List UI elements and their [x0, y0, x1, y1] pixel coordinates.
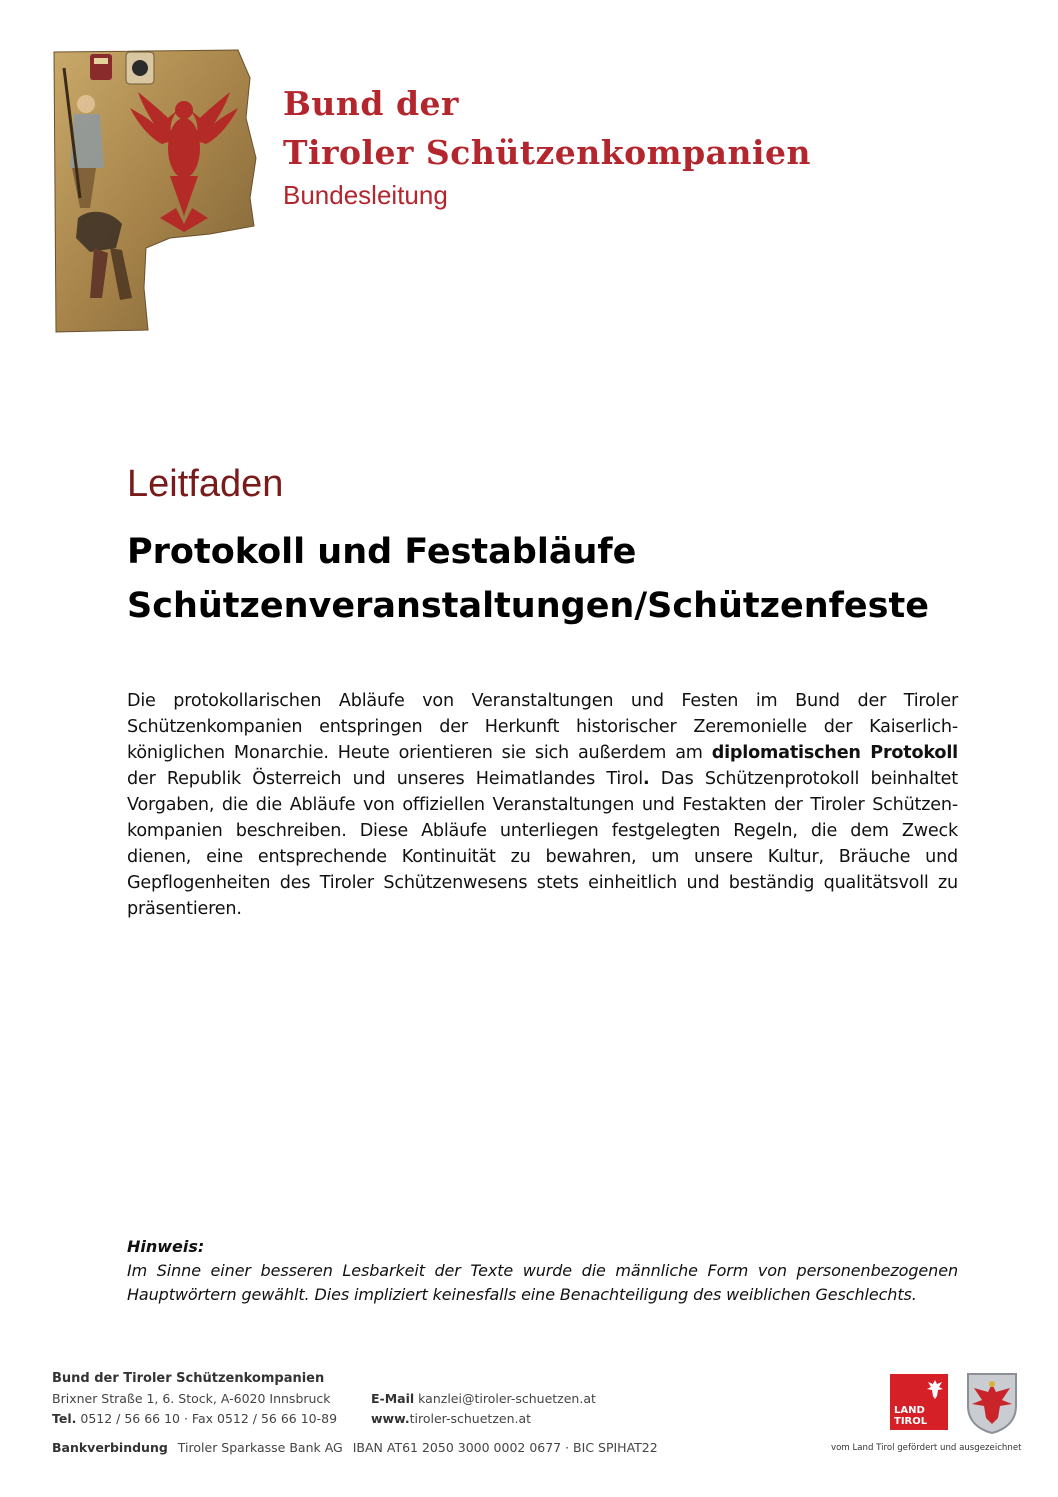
land-logo-line2: TIROL: [894, 1416, 928, 1427]
org-name-line2: Tiroler Schützenkompanien: [283, 133, 812, 172]
intro-text-1: Die protokollarischen Abläufe von Veranstaltungen und Festen im Bund der Tiroler Schützenkompanien entspringen der Herkunft historischer Zeremonielle der Kaiserlich-königlichen Monarchie. Heute orientieren sie sich außerdem am: [127, 691, 958, 763]
intro-bold-period: .: [642, 769, 650, 789]
intro-paragraph: [127, 688, 958, 922]
footer-web-value: tiroler-schuetzen.at: [409, 1411, 532, 1426]
footer-website[interactable]: [371, 1411, 531, 1426]
footer-email-label: E-Mail: [371, 1391, 415, 1406]
footer-org-name: Bund der Tiroler Schützenkompanien: [52, 1371, 325, 1386]
footer-address: Brixner Straße 1, 6. Stock, A-6020 Innsbruck: [52, 1391, 331, 1406]
document-kicker: Leitfaden: [127, 463, 284, 505]
intro-bold-text: diplomatischen Protokoll: [711, 743, 958, 763]
intro-text-3: Das Schützenprotokoll beinhaltet Vorgaben, die die Abläufe von offiziellen Veranstaltungen und Festakten der Tiroler Schützen-kompanien beschreiben. Diese Abläufe unterliegen festgelegten Regeln, die dem Zweck dienen, eine entsprechende Kontinuität zu bewahren, um unsere Kultur, Bräuche und Gepflogenheiten des Tiroler Schützenwesens stets einheitlich und beständig qualitätsvoll zu präsentieren.: [127, 769, 958, 919]
footer-tel-value: 0512 / 56 66 10 · Fax 0512 / 56 66 10-89: [80, 1411, 338, 1426]
footer-phone: [52, 1411, 337, 1426]
tirol-crest-icon: [966, 1372, 1018, 1434]
org-name-line1: Bund der: [283, 84, 459, 123]
org-subtitle: Bundesleitung: [283, 180, 448, 210]
historic-banner-image: [50, 48, 260, 334]
document-title-line2: Schützenveranstaltungen/Schützenfeste: [127, 586, 929, 626]
footer-bank: [52, 1440, 658, 1455]
note-text: Im Sinne einer besseren Lesbarkeit der Texte wurde die männliche Form von personenbezogenen Hauptwörtern gewählt. Dies impliziert keinesfalls eine Benachteiligung des weiblichen Geschlechts.: [127, 1261, 958, 1304]
land-tirol-logo-text: [894, 1405, 927, 1427]
document-title-line1: Protokoll und Festabläufe: [127, 532, 637, 572]
footer-web-label: www.: [371, 1411, 410, 1426]
award-text: vom Land Tirol gefördert und ausgezeichnet: [831, 1443, 1022, 1453]
intro-text-2: der Republik Österreich und unseres Heimatlandes Tirol: [127, 769, 643, 789]
land-logo-line1: LAND: [894, 1405, 925, 1416]
footer-bank-label: Bankverbindung: [52, 1440, 168, 1455]
eagle-icon: [926, 1378, 944, 1400]
footer-email: [371, 1391, 596, 1406]
footer-bank-details: IBAN AT61 2050 3000 0002 0677 · BIC SPIHAT22: [352, 1440, 658, 1455]
footer-tel-label: Tel.: [52, 1411, 77, 1426]
note-title: Hinweis:: [127, 1237, 205, 1256]
footer-bank-name: Tiroler Sparkasse Bank AG: [177, 1440, 343, 1455]
land-tirol-logo: [890, 1374, 948, 1430]
footer-email-value[interactable]: kanzlei@tiroler-schuetzen.at: [418, 1391, 596, 1406]
